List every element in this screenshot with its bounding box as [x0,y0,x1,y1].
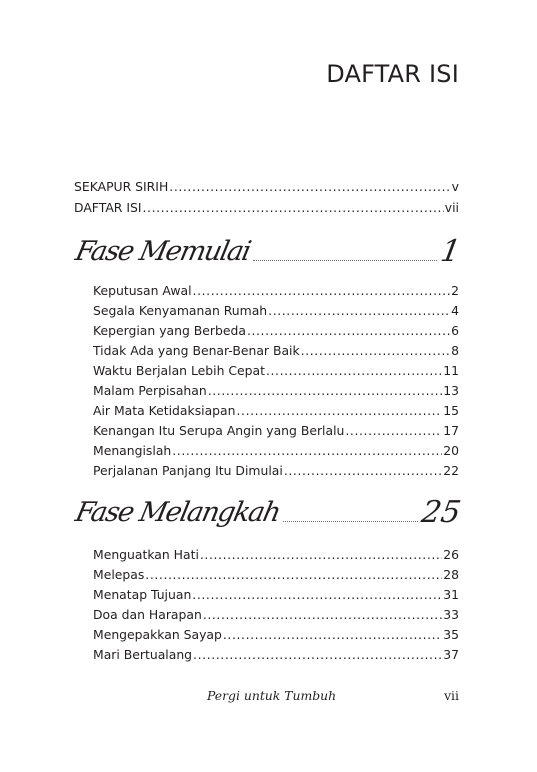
toc-entry[interactable] [93,363,459,379]
dot-leader [145,567,442,583]
toc-entry[interactable] [93,463,459,479]
toc-entry-label: DAFTAR ISI [74,200,142,215]
toc-entry-label: Keputusan Awal [93,283,192,298]
dot-leader [143,200,444,216]
toc-entry-label: Doa dan Harapan [93,607,202,622]
dot-leader [193,283,451,299]
dot-leader [268,303,450,319]
toc-entry[interactable] [93,547,459,563]
dot-leader [301,343,450,359]
toc-entry[interactable] [93,283,459,299]
footer-page-number: vii [444,688,459,703]
dot-leader [253,260,437,261]
toc-entry[interactable] [93,423,459,439]
dot-leader [208,383,442,399]
toc-entry-label: Malam Perpisahan [93,383,207,398]
dot-leader [345,423,442,439]
toc-entry[interactable] [93,303,459,319]
toc-entry-page: 37 [443,647,459,662]
toc-entry-page: v [451,179,459,194]
footer-book-title: Pergi untuk Tumbuh [207,688,337,703]
dot-leader [203,607,442,623]
toc-entry-page: 4 [451,303,459,318]
dot-leader [223,627,442,643]
toc-entry-page: 26 [443,547,459,562]
toc-entry-label: Kenangan Itu Serupa Angin yang Berlalu [93,423,345,438]
toc-entry[interactable] [93,403,459,419]
dot-leader [193,647,442,663]
toc-entry-label: Menguatkan Hati [93,547,199,562]
page-title: DAFTAR ISI [326,60,459,88]
dot-leader [192,587,442,603]
toc-entry[interactable] [93,443,459,459]
dot-leader [237,403,443,419]
toc-entry[interactable] [93,567,459,583]
phase-title: Fase Melangkah [72,497,283,528]
toc-entry-page: 8 [451,343,459,358]
toc-entry-page: 6 [451,323,459,338]
toc-entry[interactable] [93,607,459,623]
dot-leader [169,179,450,195]
toc-entry[interactable] [93,323,459,339]
dot-leader [283,521,418,522]
toc-entry-page: vii [444,200,459,215]
toc-entry-page: 17 [443,423,459,438]
toc-entry-page: 15 [443,403,459,418]
dot-leader [200,547,442,563]
toc-entry-label: Air Mata Ketidaksiapan [93,403,236,418]
toc-entry-label: Kepergian yang Berbeda [93,323,246,338]
toc-entry-page: 31 [443,587,459,602]
toc-entry-label: Segala Kenyamanan Rumah [93,303,268,318]
toc-entry-label: Melepas [93,567,145,582]
toc-entry[interactable] [93,587,459,603]
toc-entry-page: 11 [443,363,459,378]
toc-entry-daftar-isi[interactable] [74,200,459,216]
dot-leader [266,363,442,379]
toc-entry[interactable] [93,627,459,643]
phase-heading-melangkah[interactable] [72,487,464,531]
phase-title: Fase Memulai [72,236,253,267]
dot-leader [172,443,442,459]
dot-leader [284,463,442,479]
toc-entry[interactable] [93,383,459,399]
phase-page: 25 [418,495,464,530]
phase-heading-memulai[interactable] [72,226,464,270]
toc-entry[interactable] [93,343,459,359]
toc-entry-label: Mengepakkan Sayap [93,627,222,642]
toc-entry-sekapur-sirih[interactable] [74,179,459,195]
toc-entry-label: Menangislah [93,443,172,458]
toc-entry-page: 35 [443,627,459,642]
toc-entry-label: Menatap Tujuan [93,587,192,602]
toc-entry-label: Perjalanan Panjang Itu Dimulai [93,463,283,478]
toc-entry-label: SEKAPUR SIRIH [74,179,169,194]
toc-entry-label: Tidak Ada yang Benar-Benar Baik [93,343,300,358]
toc-entry-label: Mari Bertualang [93,647,193,662]
toc-entry-page: 2 [451,283,459,298]
dot-leader [247,323,450,339]
toc-entry-page: 28 [443,567,459,582]
toc-entry-page: 13 [443,383,459,398]
toc-entry-page: 22 [443,463,459,478]
phase-page: 1 [437,234,464,269]
toc-entry-label: Waktu Berjalan Lebih Cepat [93,363,265,378]
toc-entry-page: 20 [443,443,459,458]
toc-entry-page: 33 [443,607,459,622]
toc-entry[interactable] [93,647,459,663]
